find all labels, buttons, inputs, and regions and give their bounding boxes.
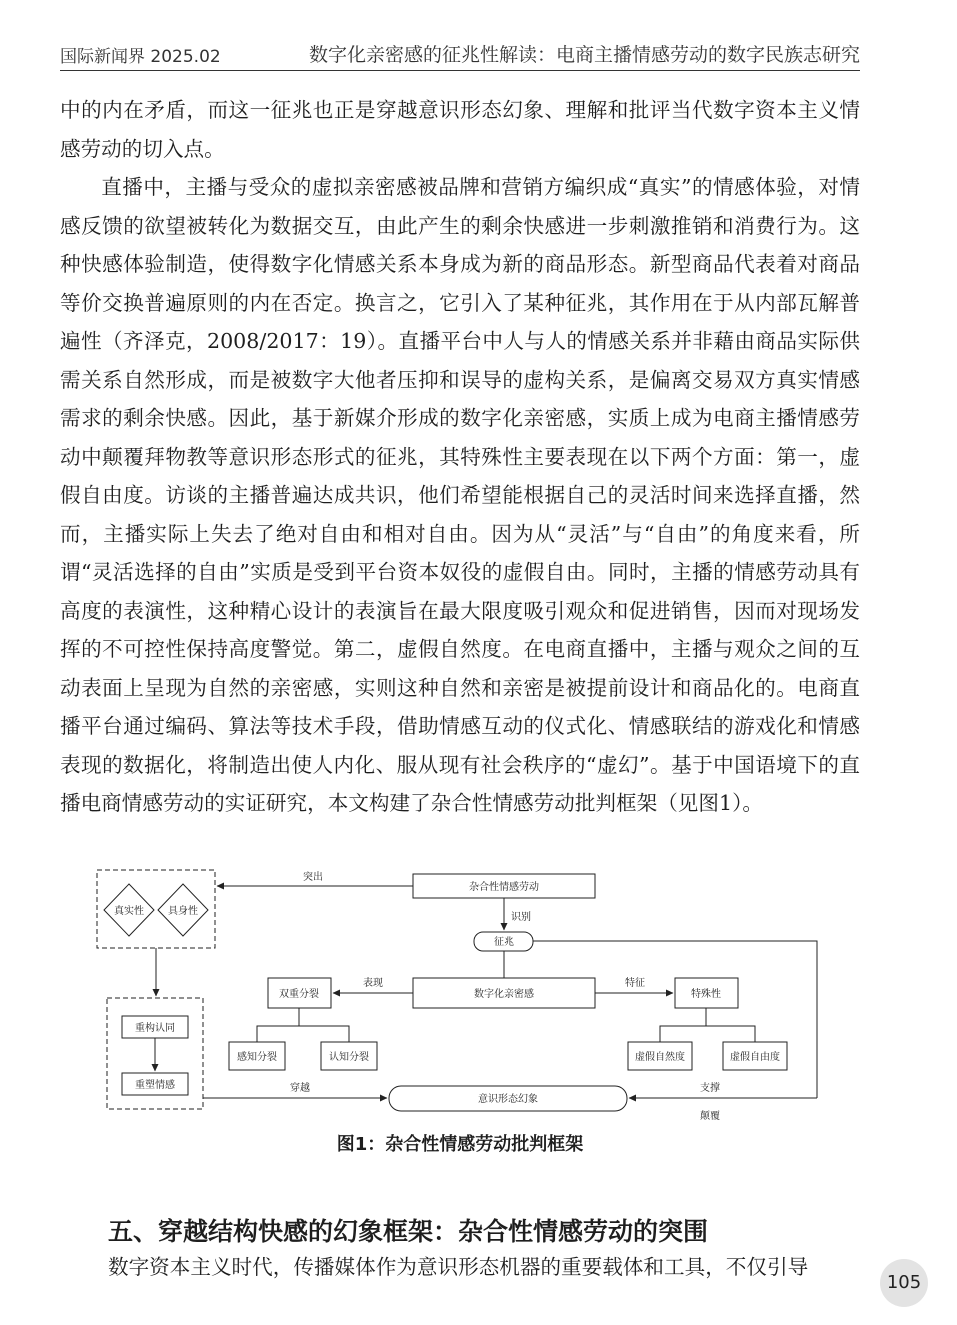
running-title: 数字化亲密感的征兆性解读：电商主播情感劳动的数字民族志研究 bbox=[308, 44, 860, 66]
figure-caption: 图1：杂合性情感劳动批判框架 bbox=[336, 1134, 584, 1155]
node-symptom: 征兆 bbox=[494, 937, 514, 948]
body-text bbox=[60, 91, 860, 823]
header-rule bbox=[60, 70, 860, 71]
edge-manifest: 表现 bbox=[363, 978, 383, 989]
node-reshape-emotion: 重塑情感 bbox=[135, 1080, 175, 1091]
edge-support: 支撑 bbox=[700, 1083, 720, 1094]
node-authenticity: 真实性 bbox=[114, 906, 144, 917]
edge-feature: 特征 bbox=[625, 978, 645, 989]
section-heading: 五、穿越结构快感的幻象框架：杂合性情感劳动的突围 bbox=[108, 1217, 709, 1246]
next-paragraph-start: 数字资本主义时代，传播媒体作为意识形态机器的重要载体和工具，不仅引导 bbox=[108, 1255, 809, 1279]
node-false-naturalness: 虚假自然度 bbox=[635, 1052, 685, 1063]
page-number: 105 bbox=[880, 1259, 928, 1307]
node-hybrid: 杂合性情感劳动 bbox=[469, 882, 539, 893]
edge-highlight: 突出 bbox=[303, 872, 323, 883]
tree-specificity bbox=[660, 1026, 755, 1042]
node-ideological-fantasy: 意识形态幻象 bbox=[478, 1094, 538, 1105]
paragraph-continued: 中的内在矛盾，而这一征兆也正是穿越意识形态幻象、理解和批评当代数字资本主义情感劳动的切入点。 bbox=[60, 98, 860, 161]
journal-issue: 国际新闻界 2025.02 bbox=[60, 47, 221, 67]
node-cognition-split: 认知分裂 bbox=[329, 1052, 369, 1063]
edge-identify: 识别 bbox=[511, 912, 531, 923]
node-specificity: 特殊性 bbox=[691, 989, 721, 1000]
page-header bbox=[60, 38, 860, 68]
node-digital-intimacy: 数字化亲密感 bbox=[474, 989, 534, 1000]
node-false-freedom: 虚假自由度 bbox=[730, 1052, 780, 1063]
framework-figure bbox=[95, 868, 830, 1128]
line-symptom-loop bbox=[533, 941, 817, 1098]
node-dual-split: 双重分裂 bbox=[279, 989, 319, 1000]
node-perception-split: 感知分裂 bbox=[237, 1052, 277, 1063]
node-reconstruct-identity: 重构认同 bbox=[135, 1023, 175, 1034]
tree-dual-split bbox=[257, 1026, 349, 1042]
edge-subvert: 颠覆 bbox=[700, 1111, 720, 1122]
paragraph: 直播中，主播与受众的虚拟亲密感被品牌和营销方编织成“真实”的情感体验，对情感反馈的欲望被转化为数据交互，由此产生的剩余快感进一步刺激推销和消费行为。这种快感体验制造，使得数字化情感关系本身成为新的商品形态。新型商品代表着对商品等价交换普遍原则的内在否定。换言之，它引入了某种征兆，其作用在于从内部瓦解普遍性（齐泽克，2008/2017：19）。直播平台中人与人的情感关系并非藉由商品实际供需关系自然形成，而是被数字大他者压抑和误导的虚构关系，是偏离交易双方真实情感需求的剩余快感。因此，基于新媒介形成的数字化亲密感，实质上成为电商主播情感劳动中颠覆拜物教等意识形态形式的征兆，其特殊性主要表现在以下两个方面：第一，虚假自由度。访谈的主播普遍达成共识，他们希望能根据自己的灵活时间来选择直播，然而，主播实际上失去了绝对自由和相对自由。因为从“灵活”与“自由”的角度来看，所谓“灵活选择的自由”实质是受到平台资本奴役的虚假自由。同时，主播的情感劳动具有高度的表演性，这种精心设计的表演旨在最大限度吸引观众和促进销售，因而对现场发挥的不可控性保持高度警觉。第二，虚假自然度。在电商直播中，主播与观众之间的互动表面上呈现为自然的亲密感，实则这种自然和亲密是被提前设计和商品化的。电商直播平台通过编码、算法等技术手段，借助情感互动的仪式化、情感联结的游戏化和情感表现的数据化，将制造出使人内化、服从现有社会秩序的“虚幻”。基于中国语境下的直播电商情感劳动的实证研究，本文构建了杂合性情感劳动批判框架（见图1）。 bbox=[60, 175, 860, 815]
node-embodiment: 具身性 bbox=[168, 906, 198, 917]
framework-diagram bbox=[95, 868, 830, 1128]
edge-traverse: 穿越 bbox=[290, 1083, 310, 1094]
